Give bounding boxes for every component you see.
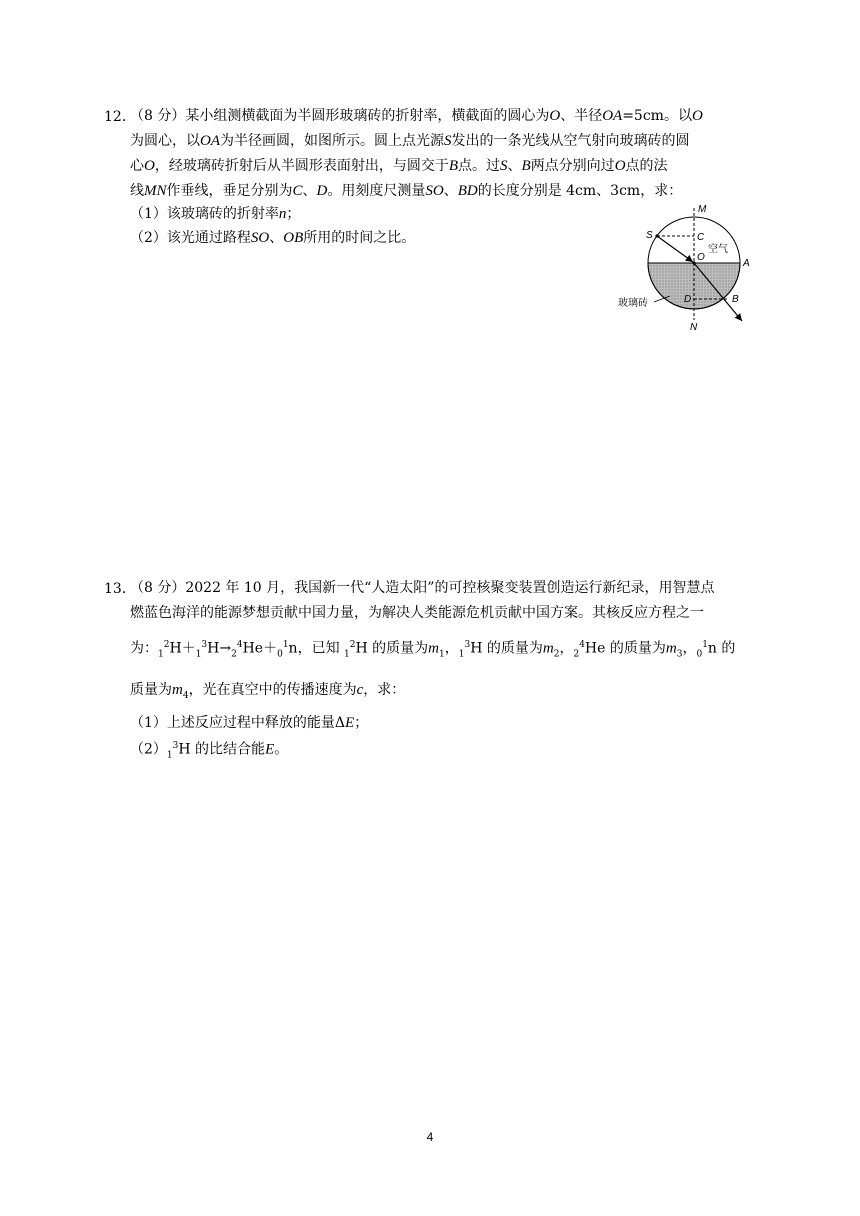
sub-question-1: （1）该玻璃砖的折射率n；	[130, 206, 301, 222]
sub-question-2: （2）该光通过路程SO、OB所用的时间之比。	[130, 230, 416, 246]
page-number: 4	[426, 1130, 434, 1144]
label-air: 空气	[708, 244, 728, 255]
label-c: C	[697, 232, 705, 243]
question-line: 质量为$m_4$，光在真空中的传播速度为c，求：	[130, 682, 406, 701]
label-s: S	[646, 230, 653, 241]
question-line: 线MN作垂线，垂足分别为C、D。用刻度尺测量SO、BD的长度分别是 4cm、3cm，求：	[130, 183, 683, 199]
question-line: （8 分）某小组测横截面为半圆形玻璃砖的折射率，横截面的圆心为O、半径OA=5cm。以O	[130, 108, 703, 124]
point-s	[655, 234, 658, 237]
label-b: B	[732, 294, 739, 305]
label-d: D	[684, 294, 692, 305]
reaction-equation-line: 为：$_1^2H+_1^3H\to_2^4He+_0^1n$，已知 $_1^2$H 的质量为$m_1$，$_1^3$H 的质量为$m_2$，$_2^4$He 的质量为$m_3$，$_0^1$n 的	[130, 640, 736, 660]
label-o: O	[697, 252, 705, 263]
question-line: 心O，经玻璃砖折射后从半圆形表面射出，与圆交于B点。过S、B两点分别向过O点的法	[130, 158, 668, 174]
question-line: 燃蓝色海洋的能源梦想贡献中国力量，为解决人类能源危机贡献中国方案。其核反应方程之一	[130, 605, 704, 621]
refraction-figure	[614, 196, 764, 338]
incident-ray	[657, 236, 693, 262]
question-line: （8 分）2022 年 10 月，我国新一代“人造太阳”的可控核聚变装置创造运行新纪录，用智慧点	[130, 580, 715, 596]
label-n: N	[690, 322, 698, 333]
point-o	[692, 261, 695, 264]
sub-question-2: $(2)_1^3H$ 的比结合能E。	[130, 741, 289, 761]
label-a: A	[743, 258, 750, 269]
label-glass: 玻璃砖	[618, 298, 648, 309]
question-number: 12．	[104, 109, 136, 125]
question-line: 为圆心，以OA为半径画圆，如图所示。圆上点光源S发出的一条光线从空气射向玻璃砖的圆	[130, 133, 690, 149]
label-m: M	[698, 204, 707, 215]
question-number: 13．	[104, 581, 136, 597]
sub-question-1: （1）上述反应过程中释放的能量ΔE；	[130, 715, 369, 731]
